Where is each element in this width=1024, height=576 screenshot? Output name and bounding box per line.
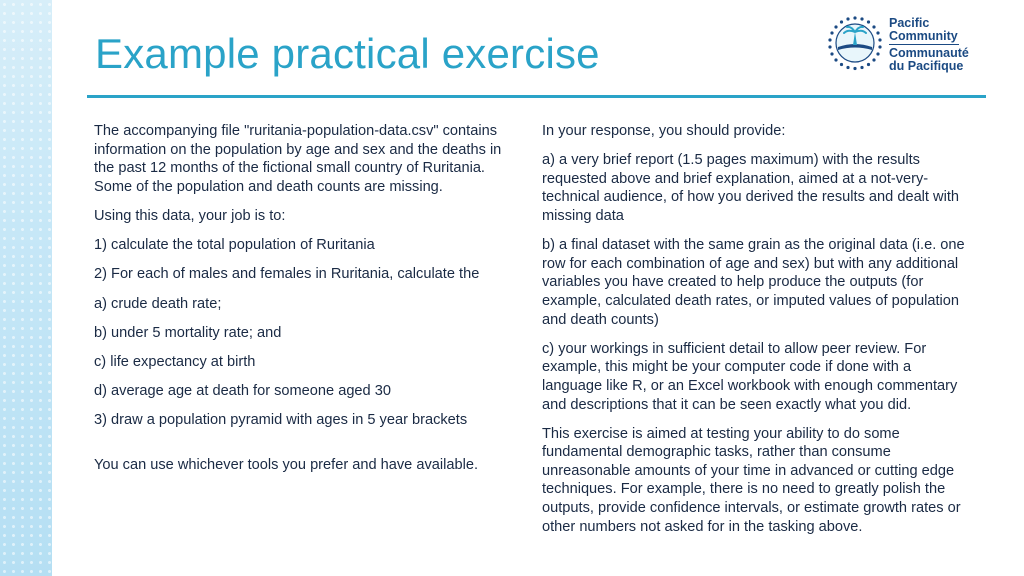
left-paragraph: You can use whichever tools you prefer and have available. xyxy=(94,456,479,473)
left-text-column xyxy=(94,122,512,485)
left-paragraph: d) average age at death for someone aged 30 xyxy=(94,383,391,400)
right-text-column xyxy=(542,122,972,547)
right-paragraph: In your response, you should provide: xyxy=(542,123,786,139)
left-paragraph: b) under 5 mortality rate; and xyxy=(94,324,282,341)
left-paragraph: 1) calculate the total population of Ruritania xyxy=(94,237,375,254)
right-paragraph: a) a very brief report (1.5 pages maximum) with the results requested above and brief explanation, aimed at a not-very-technical audience, of how you derived the results and dealt with missing data xyxy=(542,152,959,224)
logo-text-du-pacifique: du Pacifique xyxy=(889,59,964,73)
logo-text-pacific: Pacific xyxy=(889,16,930,30)
right-paragraph: c) your workings in sufficient detail to allow peer review. For example, this might be your computer code if done with a language like R, or an Excel workbook with enough commentary and descriptions that it can be seen exactly what you did. xyxy=(542,340,958,413)
logo-divider xyxy=(889,44,959,45)
logo-emblem-icon xyxy=(826,14,884,72)
logo-text-community: Community xyxy=(889,29,958,43)
slide-title: Example practical exercise xyxy=(95,30,600,77)
title-underline xyxy=(87,95,986,98)
left-paragraph: Using this data, your job is to: xyxy=(94,207,286,224)
right-paragraph: This exercise is aimed at testing your ability to do some fundamental demographic tasks, rather than consume unreasonable amounts of your time in advanced or cutting edge techniques. For example, there is no need to greatly polish the outputs, provide confidence intervals, or estimate growth rates or other numbers not asked for in the tasking above. xyxy=(542,425,961,535)
left-paragraph: 2) For each of males and females in Ruritania, calculate the xyxy=(94,266,480,283)
decorative-side-band xyxy=(0,0,52,576)
pacific-community-logo xyxy=(826,14,986,76)
left-paragraph: c) life expectancy at birth xyxy=(94,353,256,370)
left-paragraph: The accompanying file "ruritania-population-data.csv" contains information on the population by age and sex and the deaths in the past 12 months of the fictional small country of Ruritania. Some of the population and death counts are missing. xyxy=(94,123,502,195)
logo-text-communaute: Communauté xyxy=(889,46,969,60)
side-band-pattern xyxy=(0,0,52,576)
right-paragraph: b) a final dataset with the same grain as the original data (i.e. one row for each combination of age and sex) but with any additional variables you have created to help produce the outputs (for example, calculated death rates, or imputed values of population and death counts) xyxy=(542,237,965,328)
left-paragraph: a) crude death rate; xyxy=(94,295,222,312)
left-paragraph: 3) draw a population pyramid with ages in 5 year brackets xyxy=(94,412,468,429)
